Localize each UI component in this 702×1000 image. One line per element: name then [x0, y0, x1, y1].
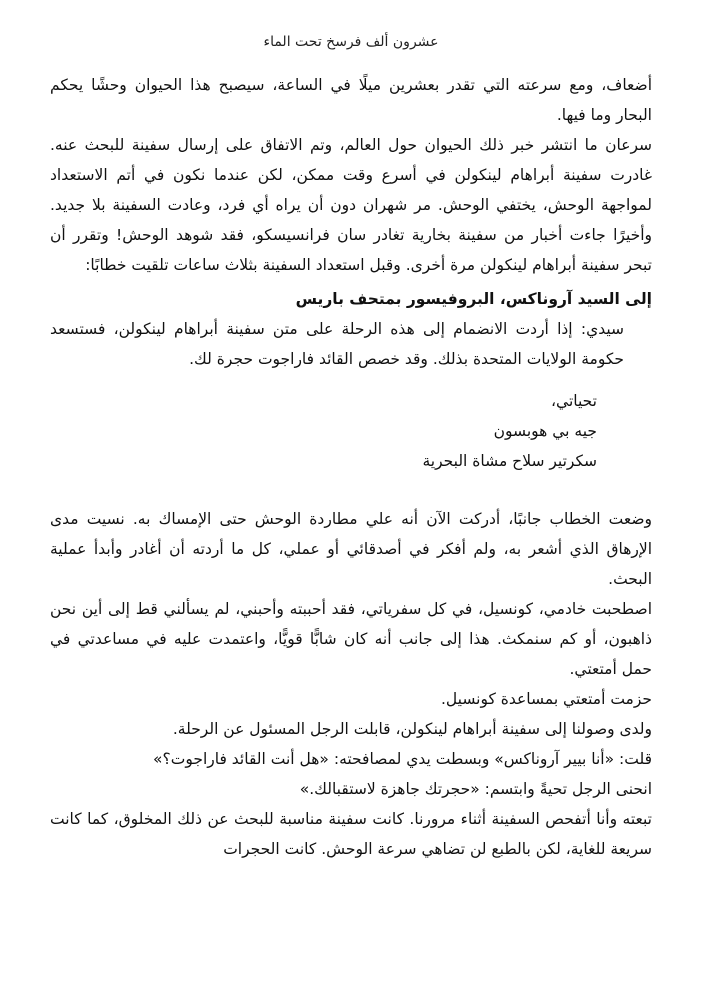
paragraph: انحنى الرجل تحيةً وابتسم: «حجرتك جاهزة لاستقبالك.»: [299, 780, 652, 798]
running-header: عشرون ألف فرسخ تحت الماء: [263, 34, 439, 50]
paragraph: تبعته وأنا أتفحص السفينة أثناء مرورنا. كانت سفينة مناسبة للبحث عن ذلك المخلوق، كما كانت سريعة للغاية، لكن بالطبع لن تضاهي سرعة الوحش. كانت الحجرات: [50, 810, 652, 858]
paragraph: سرعان ما انتشر خبر ذلك الحيوان حول العالم، وتم الاتفاق على إرسال سفينة للبحث عنه. غادرت سفينة أبراهام لينكولن في أسرع وقت ممكن، لكن عندما نكون في أتم الاستعداد لمواجهة الوحش، يختفي الوحش. مر شهران دون أن يراه أي فرد، وعادت السفينة بلا جديد. وأخيرًا جاءت أخبار من سفينة بخارية تغادر سان فرانسيسكو، فقد شوهد الوحش! وتقرر أن تبحر سفينة أبراهام لينكولن مرة أخرى. وقبل استعداد السفينة بثلاث ساعات تلقيت خطابًا:: [50, 136, 652, 274]
letter-greeting: تحياتي،: [551, 392, 597, 410]
letter-body: سيدي: إذا أردت الانضمام إلى هذه الرحلة على متن سفينة أبراهام لينكولن، فستسعد حكومة الولايات المتحدة بذلك. وقد خصص القائد فاراجوت حجرة لك.: [50, 320, 624, 368]
letter-signer-title: سكرتير سلاح مشاة البحرية: [422, 452, 597, 470]
paragraph: اصطحبت خادمي، كونسيل، في كل سفرياتي، فقد أحببته وأحبني، لم يسألني قط إلى أين نحن ذاهبون، أو كم سنمكث. هذا إلى جانب أنه كان شابًّا قويًّا، واعتمدت عليه في مساعدتي في حمل أمتعتي.: [50, 600, 652, 678]
letter-address: إلى السيد آروناكس، البروفيسور بمتحف باريس: [295, 290, 652, 308]
letter: [50, 284, 652, 476]
letter-signoff: [50, 386, 597, 476]
page-content: [50, 70, 652, 864]
paragraph: ولدى وصولنا إلى سفينة أبراهام لينكولن، قابلت الرجل المسئول عن الرحلة.: [172, 720, 652, 738]
paragraph: حزمت أمتعتي بمساعدة كونسيل.: [441, 690, 652, 708]
paragraph: وضعت الخطاب جانبًا، أدركت الآن أنه علي مطاردة الوحش حتى الإمساك به. نسيت مدى الإرهاق الذي أشعر به، ولم أفكر في أصدقائي أو عملي، كل ما أردته أن أغادر وأبدأ عملية البحث.: [50, 510, 652, 588]
letter-signer: جيه بي هوبسون: [493, 422, 597, 440]
paragraph: قلت: «أنا بيير آروناكس» وبسطت يدي لمصافحته: «هل أنت القائد فاراجوت؟»: [153, 750, 652, 768]
section-gap: [50, 476, 652, 504]
paragraph: أضعاف، ومع سرعته التي تقدر بعشرين ميلًا في الساعة، سيصبح هذا الحيوان وحشًا يحكم البحار وما فيها.: [50, 76, 652, 124]
